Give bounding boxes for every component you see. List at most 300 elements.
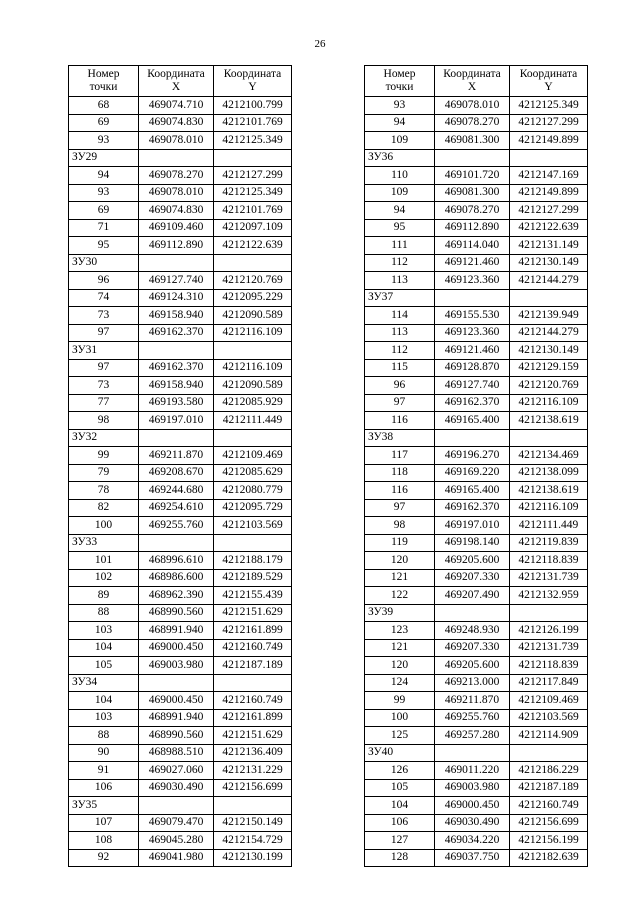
coordinate-y-cell: 4212161.899 [214, 709, 292, 727]
coordinate-x-cell: 469114.040 [435, 237, 510, 255]
coordinate-y-cell: 4212139.949 [510, 307, 588, 325]
point-number-cell: 82 [69, 499, 139, 517]
coordinate-x-cell: 469121.460 [435, 254, 510, 272]
point-number-cell: 68 [69, 97, 139, 115]
table-row [365, 447, 588, 465]
table-row [365, 849, 588, 867]
table-row [365, 692, 588, 710]
table-row [69, 359, 292, 377]
coordinate-y-cell: 4212101.769 [214, 202, 292, 220]
coordinate-y-cell: 4212149.899 [510, 132, 588, 150]
coordinate-x-cell: 469079.470 [139, 814, 214, 832]
coordinate-y-cell: 4212109.469 [510, 692, 588, 710]
table-row [365, 377, 588, 395]
table-body [69, 97, 292, 867]
point-number-cell: 104 [365, 797, 435, 815]
table-row [69, 622, 292, 640]
table-row [365, 709, 588, 727]
point-number-cell: 125 [365, 727, 435, 745]
coordinate-y-cell: 4212097.109 [214, 219, 292, 237]
coordinate-y-cell: 4212188.179 [214, 552, 292, 570]
table-row [69, 569, 292, 587]
section-label: ЗУ30 [69, 254, 139, 272]
point-number-cell: 94 [365, 202, 435, 220]
coordinate-x-cell: 469000.450 [435, 797, 510, 815]
point-number-cell: 108 [69, 832, 139, 850]
coordinate-x-cell: 469109.460 [139, 219, 214, 237]
coordinate-y-cell: 4212122.639 [510, 219, 588, 237]
coordinate-y-cell: 4212116.109 [214, 324, 292, 342]
coordinate-y-cell: 4212151.629 [214, 604, 292, 622]
table-row [365, 114, 588, 132]
table-row [69, 482, 292, 500]
table-row [69, 604, 292, 622]
coordinate-x-cell: 469121.460 [435, 342, 510, 360]
coordinate-y-cell: 4212132.959 [510, 587, 588, 605]
table-row [365, 307, 588, 325]
empty-cell [139, 797, 214, 815]
point-number-cell: 98 [365, 517, 435, 535]
coordinate-x-cell: 469257.280 [435, 727, 510, 745]
empty-cell [510, 289, 588, 307]
coordinate-x-cell: 469041.980 [139, 849, 214, 867]
point-number-cell: 102 [69, 569, 139, 587]
table-row [365, 762, 588, 780]
section-row [69, 342, 292, 360]
empty-cell [214, 797, 292, 815]
empty-cell [510, 149, 588, 167]
point-number-cell: 73 [69, 377, 139, 395]
coordinate-y-cell: 4212187.189 [510, 779, 588, 797]
coordinate-x-cell: 469127.740 [139, 272, 214, 290]
table-header-row [365, 66, 588, 97]
table-row [365, 657, 588, 675]
coordinate-x-cell: 469074.830 [139, 114, 214, 132]
point-number-cell: 124 [365, 674, 435, 692]
table-row [365, 797, 588, 815]
coordinate-y-cell: 4212095.229 [214, 289, 292, 307]
point-number-cell: 117 [365, 447, 435, 465]
point-number-cell: 119 [365, 534, 435, 552]
coordinate-x-cell: 469197.010 [139, 412, 214, 430]
point-number-cell: 109 [365, 132, 435, 150]
point-number-cell: 77 [69, 394, 139, 412]
coordinate-y-cell: 4212136.409 [214, 744, 292, 762]
table-row [365, 202, 588, 220]
coordinate-y-cell: 4212150.149 [214, 814, 292, 832]
coordinate-y-cell: 4212160.749 [214, 639, 292, 657]
coordinate-x-cell: 469000.450 [139, 639, 214, 657]
empty-cell [214, 674, 292, 692]
table-row [365, 779, 588, 797]
point-number-cell: 105 [365, 779, 435, 797]
coordinate-y-cell: 4212127.299 [510, 202, 588, 220]
table-row [69, 849, 292, 867]
header-point-number: Номер точки [69, 66, 139, 97]
table-body [365, 97, 588, 867]
coordinate-x-cell: 468990.560 [139, 727, 214, 745]
point-number-cell: 116 [365, 482, 435, 500]
point-number-cell: 78 [69, 482, 139, 500]
table-row [69, 657, 292, 675]
coordinate-y-cell: 4212111.449 [214, 412, 292, 430]
coordinate-x-cell: 469112.890 [435, 219, 510, 237]
point-number-cell: 112 [365, 342, 435, 360]
coordinate-x-cell: 469197.010 [435, 517, 510, 535]
coordinate-x-cell: 469211.870 [139, 447, 214, 465]
table-row [365, 639, 588, 657]
table-row [365, 167, 588, 185]
point-number-cell: 103 [69, 709, 139, 727]
table-row [365, 394, 588, 412]
coordinate-x-cell: 468986.600 [139, 569, 214, 587]
coordinate-y-cell: 4212131.229 [214, 762, 292, 780]
point-number-cell: 106 [69, 779, 139, 797]
point-number-cell: 107 [69, 814, 139, 832]
section-label: ЗУ34 [69, 674, 139, 692]
table-row [69, 832, 292, 850]
point-number-cell: 94 [69, 167, 139, 185]
header-coordinate-x: Координата X [139, 66, 214, 97]
table-row [365, 97, 588, 115]
coordinate-y-cell: 4212155.439 [214, 587, 292, 605]
point-number-cell: 96 [365, 377, 435, 395]
coordinate-y-cell: 4212122.639 [214, 237, 292, 255]
table-row [69, 639, 292, 657]
point-number-cell: 110 [365, 167, 435, 185]
table-row [365, 324, 588, 342]
coordinate-x-cell: 468991.940 [139, 709, 214, 727]
section-row [365, 149, 588, 167]
table-row [69, 237, 292, 255]
point-number-cell: 104 [69, 692, 139, 710]
coordinate-y-cell: 4212090.589 [214, 307, 292, 325]
coordinate-y-cell: 4212101.769 [214, 114, 292, 132]
coordinate-x-cell: 469003.980 [139, 657, 214, 675]
table-row [69, 202, 292, 220]
point-number-cell: 123 [365, 622, 435, 640]
coordinate-x-cell: 469011.220 [435, 762, 510, 780]
point-number-cell: 121 [365, 639, 435, 657]
point-number-cell: 88 [69, 727, 139, 745]
table-header-row [69, 66, 292, 97]
coordinate-x-cell: 469165.400 [435, 482, 510, 500]
table-row [69, 394, 292, 412]
coordinate-x-cell: 469211.870 [435, 692, 510, 710]
coordinate-y-cell: 4212189.529 [214, 569, 292, 587]
coordinate-x-cell: 469078.270 [435, 114, 510, 132]
coordinate-y-cell: 4212118.839 [510, 657, 588, 675]
coordinate-y-cell: 4212111.449 [510, 517, 588, 535]
coordinate-y-cell: 4212144.279 [510, 272, 588, 290]
section-row [69, 534, 292, 552]
coordinate-x-cell: 469165.400 [435, 412, 510, 430]
point-number-cell: 93 [365, 97, 435, 115]
point-number-cell: 93 [69, 132, 139, 150]
section-label: ЗУ40 [365, 744, 435, 762]
table-row [365, 552, 588, 570]
coordinate-x-cell: 468996.610 [139, 552, 214, 570]
empty-cell [510, 604, 588, 622]
coordinate-y-cell: 4212095.729 [214, 499, 292, 517]
coordinate-x-cell: 469169.220 [435, 464, 510, 482]
point-number-cell: 121 [365, 569, 435, 587]
point-number-cell: 105 [69, 657, 139, 675]
point-number-cell: 71 [69, 219, 139, 237]
point-number-cell: 97 [69, 324, 139, 342]
section-row [69, 429, 292, 447]
empty-cell [214, 254, 292, 272]
coordinate-y-cell: 4212103.569 [214, 517, 292, 535]
coordinate-x-cell: 469037.750 [435, 849, 510, 867]
table-row [365, 184, 588, 202]
point-number-cell: 73 [69, 307, 139, 325]
table-row [69, 132, 292, 150]
point-number-cell: 99 [69, 447, 139, 465]
table-row [69, 499, 292, 517]
point-number-cell: 91 [69, 762, 139, 780]
coordinate-x-cell: 469078.270 [139, 167, 214, 185]
table-row [69, 814, 292, 832]
coordinate-x-cell: 469078.010 [435, 97, 510, 115]
coordinate-x-cell: 469162.370 [139, 324, 214, 342]
table-row [365, 237, 588, 255]
table-row [69, 307, 292, 325]
coordinate-y-cell: 4212118.839 [510, 552, 588, 570]
coordinate-y-cell: 4212130.149 [510, 254, 588, 272]
section-row [365, 429, 588, 447]
header-coordinate-y: Координата Y [510, 66, 588, 97]
coordinate-y-cell: 4212126.199 [510, 622, 588, 640]
table-row [69, 377, 292, 395]
coordinate-x-cell: 469003.980 [435, 779, 510, 797]
table-row [365, 517, 588, 535]
point-number-cell: 109 [365, 184, 435, 202]
coordinate-y-cell: 4212187.189 [214, 657, 292, 675]
empty-cell [435, 149, 510, 167]
point-number-cell: 100 [69, 517, 139, 535]
point-number-cell: 120 [365, 657, 435, 675]
table-row [69, 219, 292, 237]
section-row [69, 797, 292, 815]
section-label: ЗУ31 [69, 342, 139, 360]
table-row [69, 289, 292, 307]
coordinate-x-cell: 469207.490 [435, 587, 510, 605]
table-row [365, 219, 588, 237]
section-row [365, 289, 588, 307]
coordinate-x-cell: 469158.940 [139, 377, 214, 395]
coordinates-table-right [364, 65, 588, 867]
section-label: ЗУ38 [365, 429, 435, 447]
coordinate-y-cell: 4212156.199 [510, 832, 588, 850]
coordinate-y-cell: 4212182.639 [510, 849, 588, 867]
coordinate-x-cell: 469128.870 [435, 359, 510, 377]
point-number-cell: 69 [69, 202, 139, 220]
coordinate-x-cell: 469193.580 [139, 394, 214, 412]
table-row [365, 534, 588, 552]
coordinate-y-cell: 4212138.099 [510, 464, 588, 482]
section-label: ЗУ37 [365, 289, 435, 307]
coordinate-x-cell: 469074.710 [139, 97, 214, 115]
coordinate-x-cell: 469027.060 [139, 762, 214, 780]
coordinate-y-cell: 4212151.629 [214, 727, 292, 745]
coordinate-x-cell: 469244.680 [139, 482, 214, 500]
point-number-cell: 99 [365, 692, 435, 710]
coordinate-x-cell: 469112.890 [139, 237, 214, 255]
coordinate-y-cell: 4212125.349 [214, 184, 292, 202]
empty-cell [214, 429, 292, 447]
table-row [69, 762, 292, 780]
table-row [69, 114, 292, 132]
coordinate-y-cell: 4212138.619 [510, 482, 588, 500]
coordinate-y-cell: 4212130.149 [510, 342, 588, 360]
table-row [69, 587, 292, 605]
coordinate-y-cell: 4212090.589 [214, 377, 292, 395]
coordinate-x-cell: 469123.360 [435, 324, 510, 342]
point-number-cell: 112 [365, 254, 435, 272]
table-row [365, 814, 588, 832]
table-row [365, 674, 588, 692]
coordinate-y-cell: 4212186.229 [510, 762, 588, 780]
point-number-cell: 103 [69, 622, 139, 640]
coordinate-y-cell: 4212147.169 [510, 167, 588, 185]
empty-cell [435, 744, 510, 762]
coordinate-y-cell: 4212156.699 [214, 779, 292, 797]
empty-cell [435, 429, 510, 447]
empty-cell [139, 534, 214, 552]
coordinate-y-cell: 4212127.299 [510, 114, 588, 132]
table-row [69, 324, 292, 342]
section-label: ЗУ32 [69, 429, 139, 447]
section-row [69, 674, 292, 692]
coordinate-y-cell: 4212117.849 [510, 674, 588, 692]
point-number-cell: 94 [365, 114, 435, 132]
coordinate-x-cell: 469205.600 [435, 657, 510, 675]
coordinate-x-cell: 469205.600 [435, 552, 510, 570]
point-number-cell: 92 [69, 849, 139, 867]
point-number-cell: 79 [69, 464, 139, 482]
point-number-cell: 106 [365, 814, 435, 832]
table-row [365, 569, 588, 587]
point-number-cell: 95 [69, 237, 139, 255]
coordinate-x-cell: 469208.670 [139, 464, 214, 482]
coordinate-x-cell: 469081.300 [435, 132, 510, 150]
coordinate-x-cell: 469196.270 [435, 447, 510, 465]
empty-cell [510, 429, 588, 447]
coordinates-table-left [68, 65, 292, 867]
point-number-cell: 104 [69, 639, 139, 657]
coordinate-y-cell: 4212130.199 [214, 849, 292, 867]
point-number-cell: 115 [365, 359, 435, 377]
table-row [365, 464, 588, 482]
coordinate-x-cell: 469207.330 [435, 569, 510, 587]
coordinate-x-cell: 469123.360 [435, 272, 510, 290]
coordinate-x-cell: 469213.000 [435, 674, 510, 692]
table-row [69, 692, 292, 710]
point-number-cell: 97 [365, 499, 435, 517]
point-number-cell: 97 [365, 394, 435, 412]
empty-cell [214, 342, 292, 360]
coordinate-y-cell: 4212120.769 [510, 377, 588, 395]
point-number-cell: 97 [69, 359, 139, 377]
table-row [69, 517, 292, 535]
table-row [69, 709, 292, 727]
coordinate-x-cell: 469162.370 [435, 499, 510, 517]
section-label: ЗУ33 [69, 534, 139, 552]
coordinate-x-cell: 469030.490 [435, 814, 510, 832]
coordinate-x-cell: 468988.510 [139, 744, 214, 762]
empty-cell [139, 429, 214, 447]
coordinate-y-cell: 4212131.739 [510, 569, 588, 587]
section-label: ЗУ36 [365, 149, 435, 167]
section-row [69, 149, 292, 167]
coordinate-y-cell: 4212109.469 [214, 447, 292, 465]
coordinate-x-cell: 469162.370 [435, 394, 510, 412]
point-number-cell: 126 [365, 762, 435, 780]
coordinate-y-cell: 4212156.699 [510, 814, 588, 832]
coordinate-x-cell: 468991.940 [139, 622, 214, 640]
coordinate-y-cell: 4212131.149 [510, 237, 588, 255]
table-row [365, 622, 588, 640]
empty-cell [139, 254, 214, 272]
point-number-cell: 111 [365, 237, 435, 255]
point-number-cell: 114 [365, 307, 435, 325]
point-number-cell: 113 [365, 272, 435, 290]
point-number-cell: 101 [69, 552, 139, 570]
empty-cell [435, 604, 510, 622]
coordinate-x-cell: 469248.930 [435, 622, 510, 640]
coordinate-y-cell: 4212129.159 [510, 359, 588, 377]
table-row [365, 342, 588, 360]
table-row [69, 744, 292, 762]
page-number: 26 [314, 38, 326, 50]
coordinate-y-cell: 4212131.739 [510, 639, 588, 657]
coordinate-x-cell: 469101.720 [435, 167, 510, 185]
table-row [69, 727, 292, 745]
coordinate-x-cell: 469255.760 [139, 517, 214, 535]
coordinate-y-cell: 4212154.729 [214, 832, 292, 850]
point-number-cell: 88 [69, 604, 139, 622]
coordinate-x-cell: 469078.010 [139, 184, 214, 202]
coordinate-x-cell: 469030.490 [139, 779, 214, 797]
table-row [365, 832, 588, 850]
coordinate-y-cell: 4212125.349 [214, 132, 292, 150]
coordinate-x-cell: 469081.300 [435, 184, 510, 202]
table-row [365, 132, 588, 150]
point-number-cell: 100 [365, 709, 435, 727]
coordinate-x-cell: 469198.140 [435, 534, 510, 552]
table-row [69, 272, 292, 290]
coordinate-y-cell: 4212116.109 [510, 499, 588, 517]
coordinate-x-cell: 469162.370 [139, 359, 214, 377]
coordinate-y-cell: 4212161.899 [214, 622, 292, 640]
point-number-cell: 69 [69, 114, 139, 132]
table-row [69, 412, 292, 430]
coordinate-x-cell: 469124.310 [139, 289, 214, 307]
coordinate-y-cell: 4212149.899 [510, 184, 588, 202]
coordinate-x-cell: 469045.280 [139, 832, 214, 850]
coordinate-y-cell: 4212127.299 [214, 167, 292, 185]
section-row [365, 744, 588, 762]
section-label: ЗУ35 [69, 797, 139, 815]
coordinate-x-cell: 469254.610 [139, 499, 214, 517]
table-row [365, 272, 588, 290]
coordinate-y-cell: 4212160.749 [214, 692, 292, 710]
point-number-cell: 96 [69, 272, 139, 290]
coordinate-y-cell: 4212114.909 [510, 727, 588, 745]
point-number-cell: 128 [365, 849, 435, 867]
coordinate-x-cell: 469158.940 [139, 307, 214, 325]
